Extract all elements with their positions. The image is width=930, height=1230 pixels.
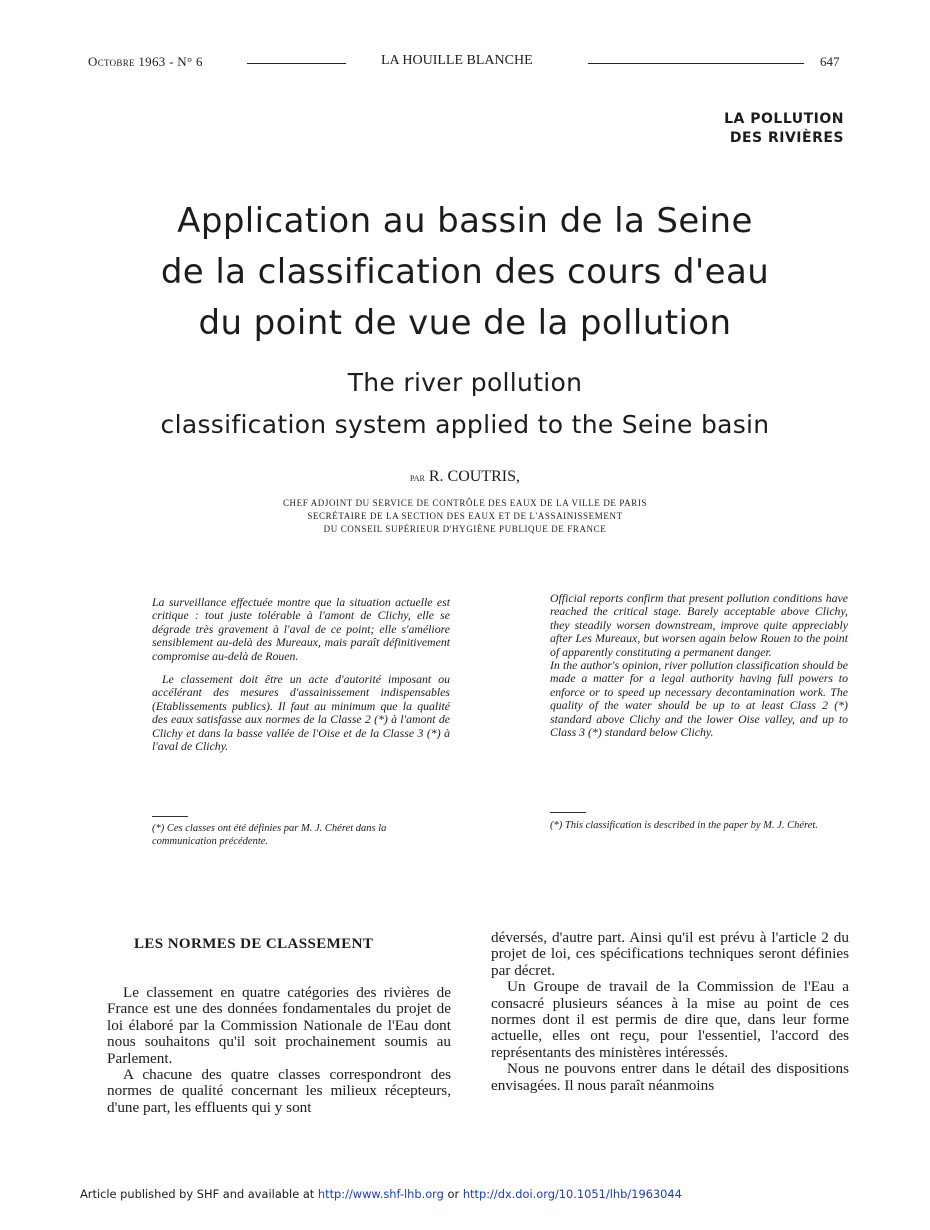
section-label bbox=[724, 110, 844, 148]
page-number: 647 bbox=[820, 54, 840, 69]
footnote-rule-english bbox=[550, 812, 586, 813]
shf-link[interactable]: http://www.shf-lhb.org bbox=[317, 1187, 444, 1201]
section-label-line2: DES RIVIÈRES bbox=[729, 130, 844, 146]
header-rule-left bbox=[247, 63, 346, 64]
abstract-english-p1: Official reports confirm that present pollution conditions have reached the critical stage. Barely acceptable above Clichy, they steadily worsen downstream, improve quite appreciably after Les Mureaux, but worsen again below Rouen to the point of apparently constituting a permanent danger. bbox=[550, 591, 848, 659]
author-name: R. COUTRIS, bbox=[428, 468, 520, 485]
body-paragraph: Nous ne pouvons entrer dans le détail des dispositions envisagées. Il nous paraît néanmoins bbox=[491, 1060, 849, 1094]
body-paragraph: déversés, d'autre part. Ainsi qu'il est prévu à l'article 2 du projet de loi, ces spécifications techniques seront définies par décret. bbox=[491, 929, 849, 979]
abstract-english bbox=[550, 592, 848, 739]
footnote-rule-french bbox=[152, 816, 188, 817]
journal-name: LA HOUILLE BLANCHE bbox=[381, 53, 533, 68]
affiliation-line3: DU CONSEIL SUPÉRIEUR D'HYGIÈNE PUBLIQUE DE FRANCE bbox=[323, 524, 607, 534]
title-french bbox=[0, 196, 930, 349]
body-column-right bbox=[491, 930, 849, 1094]
body-column-left bbox=[107, 985, 451, 1116]
header-rule-right bbox=[588, 63, 804, 64]
abstract-french-p2: Le classement doit être un acte d'autorité imposant ou accélérant des mesures d'assainissement indispensables (Etablissements publics). Il faut au minimum que la qualité des eaux satisfasse aux normes de la Classe 2 (*) à l'amont de Clichy et dans la basse vallée de l'Oise et de la Classe 3 (*) à l'aval de Clichy. bbox=[152, 672, 450, 754]
doi-link[interactable]: http://dx.doi.org/10.1051/lhb/1963044 bbox=[462, 1187, 682, 1201]
section-heading: LES NORMES DE CLASSEMENT bbox=[134, 936, 374, 952]
footnote-english: (*) This classification is described in the paper by M. J. Chéret. bbox=[550, 820, 818, 831]
author-prefix: par bbox=[410, 470, 425, 484]
title-english-line1: The river pollution bbox=[347, 368, 583, 397]
publication-notice bbox=[80, 1187, 682, 1201]
abstract-french bbox=[152, 596, 450, 753]
title-english-line2: classification system applied to the Seine basin bbox=[160, 410, 770, 439]
affiliation-line1: CHEF ADJOINT DU SERVICE DE CONTRÔLE DES EAUX DE LA VILLE DE PARIS bbox=[282, 498, 648, 508]
notice-middle: or bbox=[447, 1187, 460, 1201]
title-french-line3: du point de vue de la pollution bbox=[198, 303, 732, 343]
footnote-french: (*) Ces classes ont été définies par M. J. Chéret dans la communication précédente. bbox=[152, 823, 387, 847]
author-affiliation bbox=[0, 497, 930, 536]
abstract-english-p2: In the author's opinion, river pollution classification should be made a matter for a legal authority having full powers to enforce or to speed up necessary decontamination work. The quality of the water should be up to at least Class 2 (*) standard above Clichy and the lower Oise valley, and up to Class 3 (*) standard below Clichy. bbox=[550, 658, 848, 740]
title-english bbox=[0, 362, 930, 446]
abstract-french-p1: La surveillance effectuée montre que la situation actuelle est critique : tout juste tolérable à l'amont de Clichy, elle se dégrade très gravement à l'aval de ce point; elle s'améliore sensiblement au-delà des Mureaux, mais paraît définitivement compromise au-delà de Rouen. bbox=[152, 595, 450, 663]
body-paragraph: Un Groupe de travail de la Commission de l'Eau a consacré plusieurs séances à la mise au point de ces normes dont il est permis de dire que, dans leur forme actuelle, elles ont reçu, pour l'essentiel, l'accord des représentants des ministères intéressés. bbox=[491, 978, 849, 1061]
notice-prefix: Article published by SHF and available at bbox=[80, 1187, 315, 1201]
title-french-line1: Application au bassin de la Seine bbox=[177, 201, 753, 241]
author-line bbox=[0, 468, 930, 486]
body-paragraph: A chacune des quatre classes correspondront des normes de qualité concernant les milieux récepteurs, d'une part, les effluents qui y sont bbox=[107, 1066, 451, 1116]
title-french-line2: de la classification des cours d'eau bbox=[160, 252, 770, 292]
affiliation-line2: SECRÉTAIRE DE LA SECTION DES EAUX ET DE L'ASSAINISSEMENT bbox=[307, 511, 623, 521]
issue-label: Octobre 1963 - N° 6 bbox=[88, 54, 203, 69]
body-paragraph: Le classement en quatre catégories des rivières de France est une des données fondamentales du projet de loi élaboré par la Commission Nationale de l'Eau dont nous souhaitons qu'il soit prochainement soumis au Parlement. bbox=[107, 984, 451, 1067]
section-label-line1: LA POLLUTION bbox=[724, 111, 844, 127]
